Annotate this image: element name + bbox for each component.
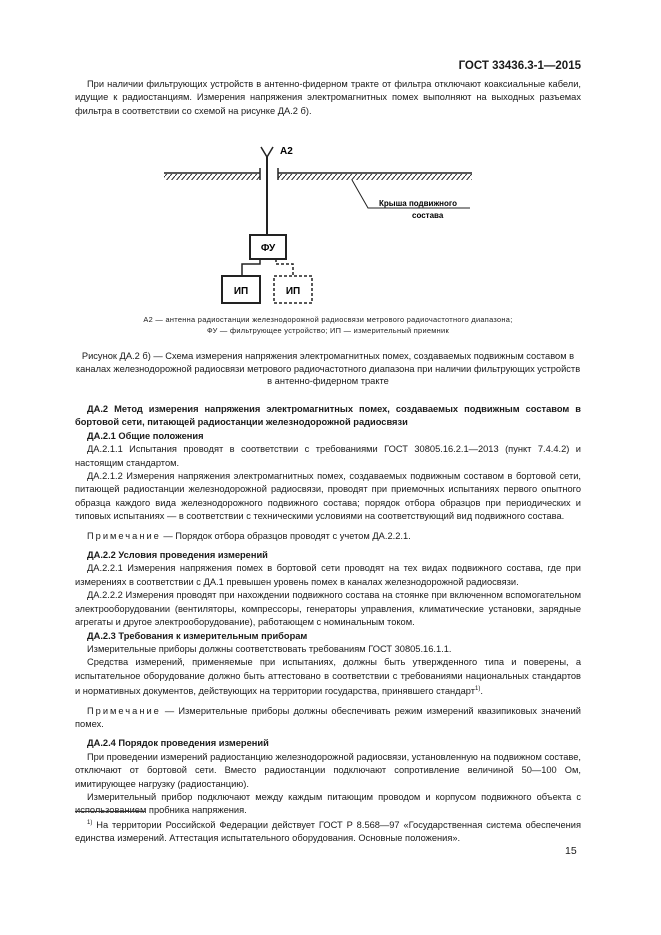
receiver-alt-label: ИП [285, 286, 301, 297]
paragraph-2-2-1: ДА.2.2.1 Измерения напряжения помех в бортовой сети проводят на тех видах подвижного состава, где при измерениях в соответствии с ДА.1 превышен уровень помех в каналах железнодорожной радиосвязи. [75, 563, 581, 587]
measurement-diagram [150, 140, 490, 315]
note-1-text: — Порядок отбора образцов проводят с учетом ДА.2.2.1. [160, 530, 411, 541]
paragraph-2-3-b [75, 656, 581, 698]
intro-block [75, 78, 581, 118]
roof-label-line2: состава [412, 211, 444, 220]
paragraph-2-1-1: ДА.2.1.1 Испытания проводят в соответствии с требованиями ГОСТ 30805.16.2.1—2013 (пункт 7.4.4.2) и настоящим стандартом. [75, 444, 581, 468]
note-2-word: Примечание [87, 705, 161, 716]
paragraph-2-2-2: ДА.2.2.2 Измерения проводят при нахождении подвижного состава на стоянке при включенном вспомогательном электрооборудовании (вентиляторы, компрессоры, генераторы управления, климатические установки, зарядные агрегаты и другое электрооборудование), работающем с номинальным током. [75, 590, 581, 628]
note-1-word: Примечание [87, 530, 161, 541]
receiver-label: ИП [233, 286, 249, 297]
footnote [75, 817, 581, 845]
receiver-box [222, 276, 260, 303]
subsection-1-title: ДА.2.1 Общие положения [87, 430, 204, 441]
note-2 [75, 705, 581, 732]
receiver-box-alt [274, 276, 312, 303]
roof-label-line1: Крыша подвижного [379, 199, 457, 208]
section-title: ДА.2 Метод измерения напряжения электромагнитных помех, создаваемых подвижным составом в бортовой сети, питающей радиостанции железнодорожной радиосвязи [75, 404, 581, 428]
intro-paragraph: При наличии фильтрующих устройств в антенно-фидерном тракте от фильтра отключают коаксиальные кабели, идущие к радиостанциям. Измерения напряжения электромагнитных помех выполняют на выходных разъемах фильтра в соответствии со схемой на рисунке ДА.2 б). [75, 79, 581, 116]
legend-line-2: ФУ — фильтрующее устройство; ИП — измерительный приемник [206, 325, 450, 335]
paragraph-2-3-b-end: . [480, 686, 483, 697]
filter-box [250, 235, 286, 259]
paragraph-2-3-b-text: Средства измерений, применяемые при испытаниях, должны быть утвержденного типа и поверены, а испытательное оборудование должно быть аттестовано в соответствии с требованиями национальных стандартов и нормативных документов, действующих на территории государства, принявшего стандарт [75, 657, 581, 697]
roof-line-right [278, 173, 472, 180]
page-number: 15 [565, 845, 577, 857]
paragraph-2-3-a: Измерительные приборы должны соответствовать требованиям ГОСТ 30805.16.1.1. [87, 643, 452, 654]
note-1 [75, 530, 581, 543]
legend-line-1: А2 — антенна радиостанции железнодорожной радиосвязи метрового радиочастотного диапазона; [143, 315, 513, 324]
subsection-3-title: ДА.2.3 Требования к измерительным приборам [87, 630, 308, 641]
wire-to-receiver-alt [276, 259, 293, 276]
note-2-text: — Измерительные приборы должны обеспечивать режим измерений квазипиковых значений помех. [75, 705, 581, 730]
footnote-text: На территории Российской Федерации действует ГОСТ Р 8.568—97 «Государственная система обеспечения единства измерений. Аттестация испытательного оборудования. Основные положения». [75, 820, 581, 844]
footnote-divider [75, 811, 145, 812]
antenna-icon [261, 147, 273, 235]
subsection-4-title: ДА.2.4 Порядок проведения измерений [87, 738, 269, 749]
roof-line-left [164, 173, 260, 180]
wire-to-receiver [242, 259, 260, 276]
paragraph-2-1-2: ДА.2.1.2 Измерения напряжения электромагнитных помех, создаваемых подвижным составом в бортовой сети, питающей радиостанции железнодорожной радиосвязи, проводят при приемочных испытаниях первого опытного образца каждого вида железнодорожного подвижного состава; порядок отбора образцов при периодических и типовых испытаниях — в соответствии с техническими условиями на соответствующий вид подвижного состава. [75, 471, 581, 522]
main-body [75, 403, 581, 818]
subsection-2-title: ДА.2.2 Условия проведения измерений [87, 550, 268, 561]
document-header: ГОСТ 33436.3-1—2015 [458, 60, 581, 72]
footnote-ref: 1) [475, 686, 481, 693]
figure-legend [75, 315, 581, 336]
figure-caption: Рисунок ДА.2 б) — Схема измерения напряжения электромагнитных помех, создаваемых подвижным составом в каналах железнодорожной радиосвязи метрового радиочастотного диапазона при наличии фильтрующих устройств в антенно-фидерном тракте [75, 351, 581, 386]
paragraph-2-4-b: Измерительный прибор подключают между каждым питающим проводом и корпусом подвижного объекта с использованием пробника напряжения. [75, 792, 581, 816]
antenna-label: А2 [280, 146, 293, 157]
footnote-mark: 1) [87, 820, 93, 826]
paragraph-2-4-a: При проведении измерений радиостанцию железнодорожной радиосвязи, установленную на подвижном составе, отключают от бортовой сети. Вместо радиостанции подключают сопротивление величиной 50—100 Ом, имитирующее нагрузку (радиостанцию). [75, 751, 581, 789]
filter-label: ФУ [260, 243, 276, 254]
